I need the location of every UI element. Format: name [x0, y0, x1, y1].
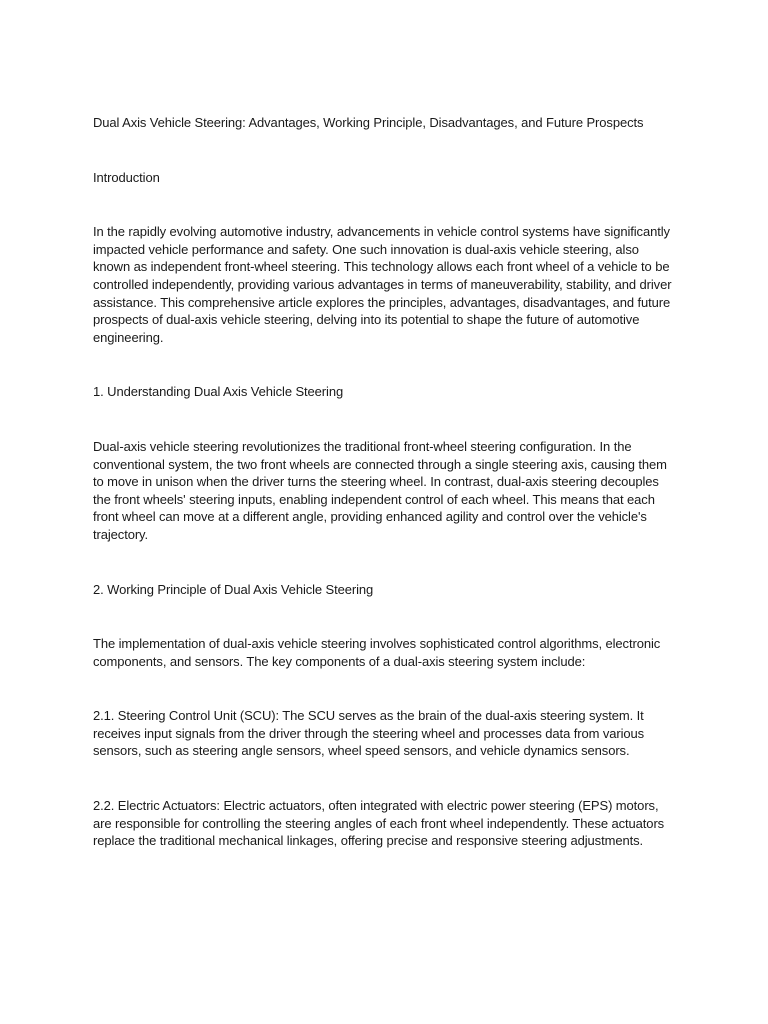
section-2-paragraph: The implementation of dual-axis vehicle steering involves sophisticated control algorithms, electronic components, and sensors. The key components of a dual-axis steering system include: — [93, 636, 661, 669]
section-2-1-paragraph: 2.1. Steering Control Unit (SCU): The SCU serves as the brain of the dual-axis steering system. It receives input signals from the driver through the steering wheel and processes data from various sensors, such as steering angle sensors, wheel speed sensors, and vehicle dynamics sensors. — [93, 708, 645, 759]
section-1-heading: 1. Understanding Dual Axis Vehicle Steering — [93, 384, 344, 400]
section-2-2-paragraph: 2.2. Electric Actuators: Electric actuators, often integrated with electric power steering (EPS) motors, are responsible for controlling the steering angles of each front wheel independently. These actuators replace the traditional mechanical linkages, offering precise and responsive steering adjustments. — [93, 798, 665, 849]
document-title: Dual Axis Vehicle Steering: Advantages, Working Principle, Disadvantages, and Future Prospects — [93, 115, 644, 130]
document-page — [93, 114, 678, 850]
intro-paragraph: In the rapidly evolving automotive industry, advancements in vehicle control systems have significantly impacted vehicle performance and safety. One such innovation is dual-axis vehicle steering, also known as independent front-wheel steering. This technology allows each front wheel of a vehicle to be controlled independently, providing various advantages in terms of maneuverability, stability, and driver assistance. This comprehensive article explores the principles, advantages, disadvantages, and future prospects of dual-axis vehicle steering, delving into its potential to shape the future of automotive engineering. — [93, 224, 672, 345]
section-2-heading: 2. Working Principle of Dual Axis Vehicle Steering — [93, 581, 374, 597]
section-1-paragraph: Dual-axis vehicle steering revolutionizes the traditional front-wheel steering configuration. In the conventional system, the two front wheels are connected through a single steering axis, causing them to move in unison when the driver turns the steering wheel. In contrast, dual-axis steering decouples the front wheels' steering inputs, enabling independent control of each wheel. This means that each front wheel can move at a different angle, providing enhanced agility and control over the vehicle's trajectory. — [93, 438, 667, 542]
intro-heading: Introduction — [93, 169, 160, 185]
